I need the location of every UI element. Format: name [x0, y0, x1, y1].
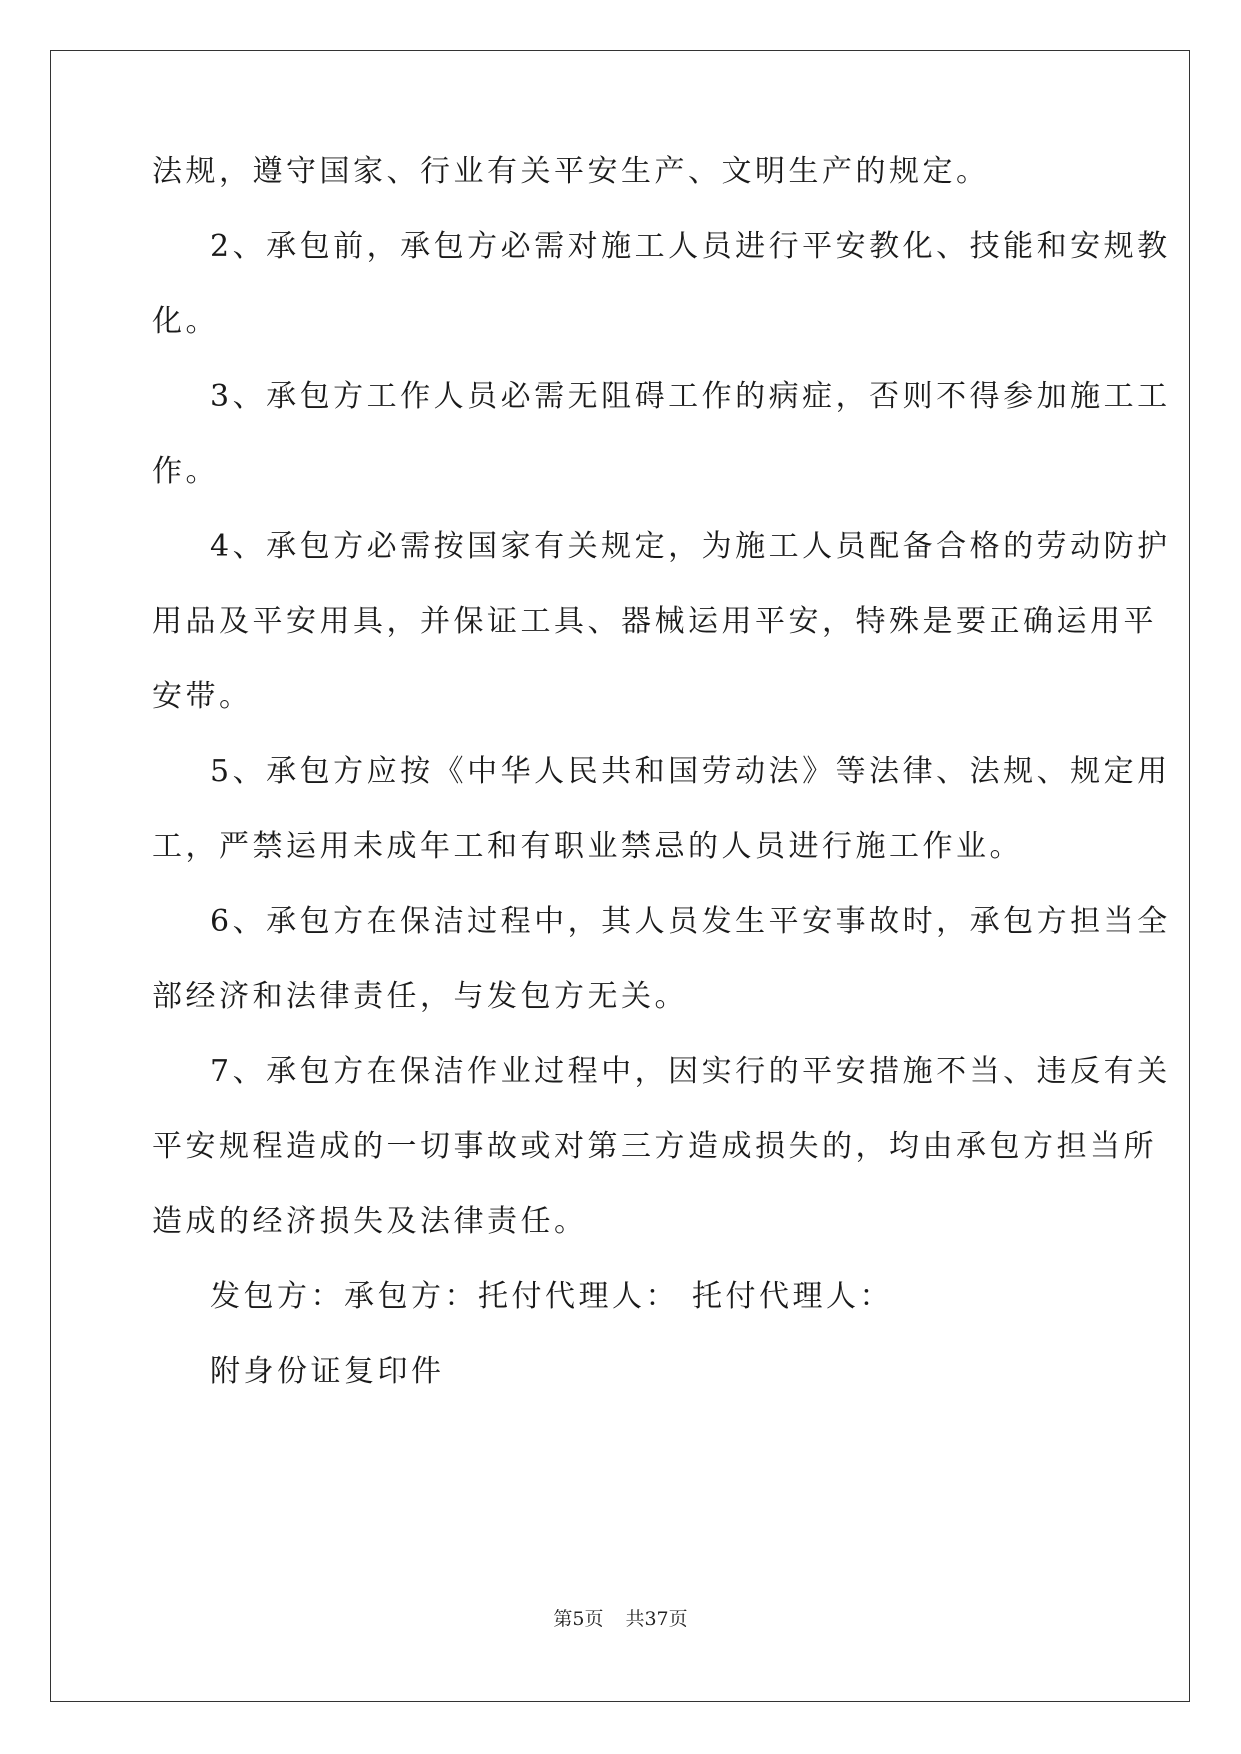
page-number-total: 共37页	[625, 1608, 688, 1630]
paragraph-2-line-1: 2、承包前，承包方必需对施工人员进行平安教化、技能和安规教	[210, 229, 1171, 264]
page-border	[50, 50, 1190, 1702]
attachment-note: 附身份证复印件	[210, 1354, 445, 1389]
paragraph-3-line-1: 3、承包方工作人员必需无阻碍工作的病症，否则不得参加施工工	[210, 379, 1171, 414]
paragraph-6-line-1: 6、承包方在保洁过程中，其人员发生平安事故时，承包方担当全	[210, 904, 1171, 939]
text-line: 法规，遵守国家、行业有关平安生产、文明生产的规定。	[152, 154, 990, 189]
paragraph-7-line-2: 平安规程造成的一切事故或对第三方造成损失的，均由承包方担当所	[152, 1129, 1157, 1164]
paragraph-4-line-3: 安带。	[152, 679, 253, 714]
paragraph-2-line-2: 化。	[152, 304, 219, 339]
page-footer	[0, 1607, 1241, 1631]
paragraph-7-line-1: 7、承包方在保洁作业过程中，因实行的平安措施不当、违反有关	[210, 1054, 1171, 1089]
paragraph-5-line-1: 5、承包方应按《中华人民共和国劳动法》等法律、法规、规定用	[210, 754, 1171, 789]
page-number-current: 第5页	[553, 1608, 604, 1630]
paragraph-5-line-2: 工，严禁运用未成年工和有职业禁忌的人员进行施工作业。	[152, 829, 1023, 864]
paragraph-7-line-3: 造成的经济损失及法律责任。	[152, 1204, 588, 1239]
paragraph-6-line-2: 部经济和法律责任，与发包方无关。	[152, 979, 688, 1014]
paragraph-3-line-2: 作。	[152, 454, 219, 489]
paragraph-4-line-1: 4、承包方必需按国家有关规定，为施工人员配备合格的劳动防护	[210, 529, 1171, 564]
signature-line: 发包方：承包方：托付代理人： 托付代理人：	[210, 1279, 894, 1314]
paragraph-4-line-2: 用品及平安用具，并保证工具、器械运用平安，特殊是要正确运用平	[152, 604, 1157, 639]
